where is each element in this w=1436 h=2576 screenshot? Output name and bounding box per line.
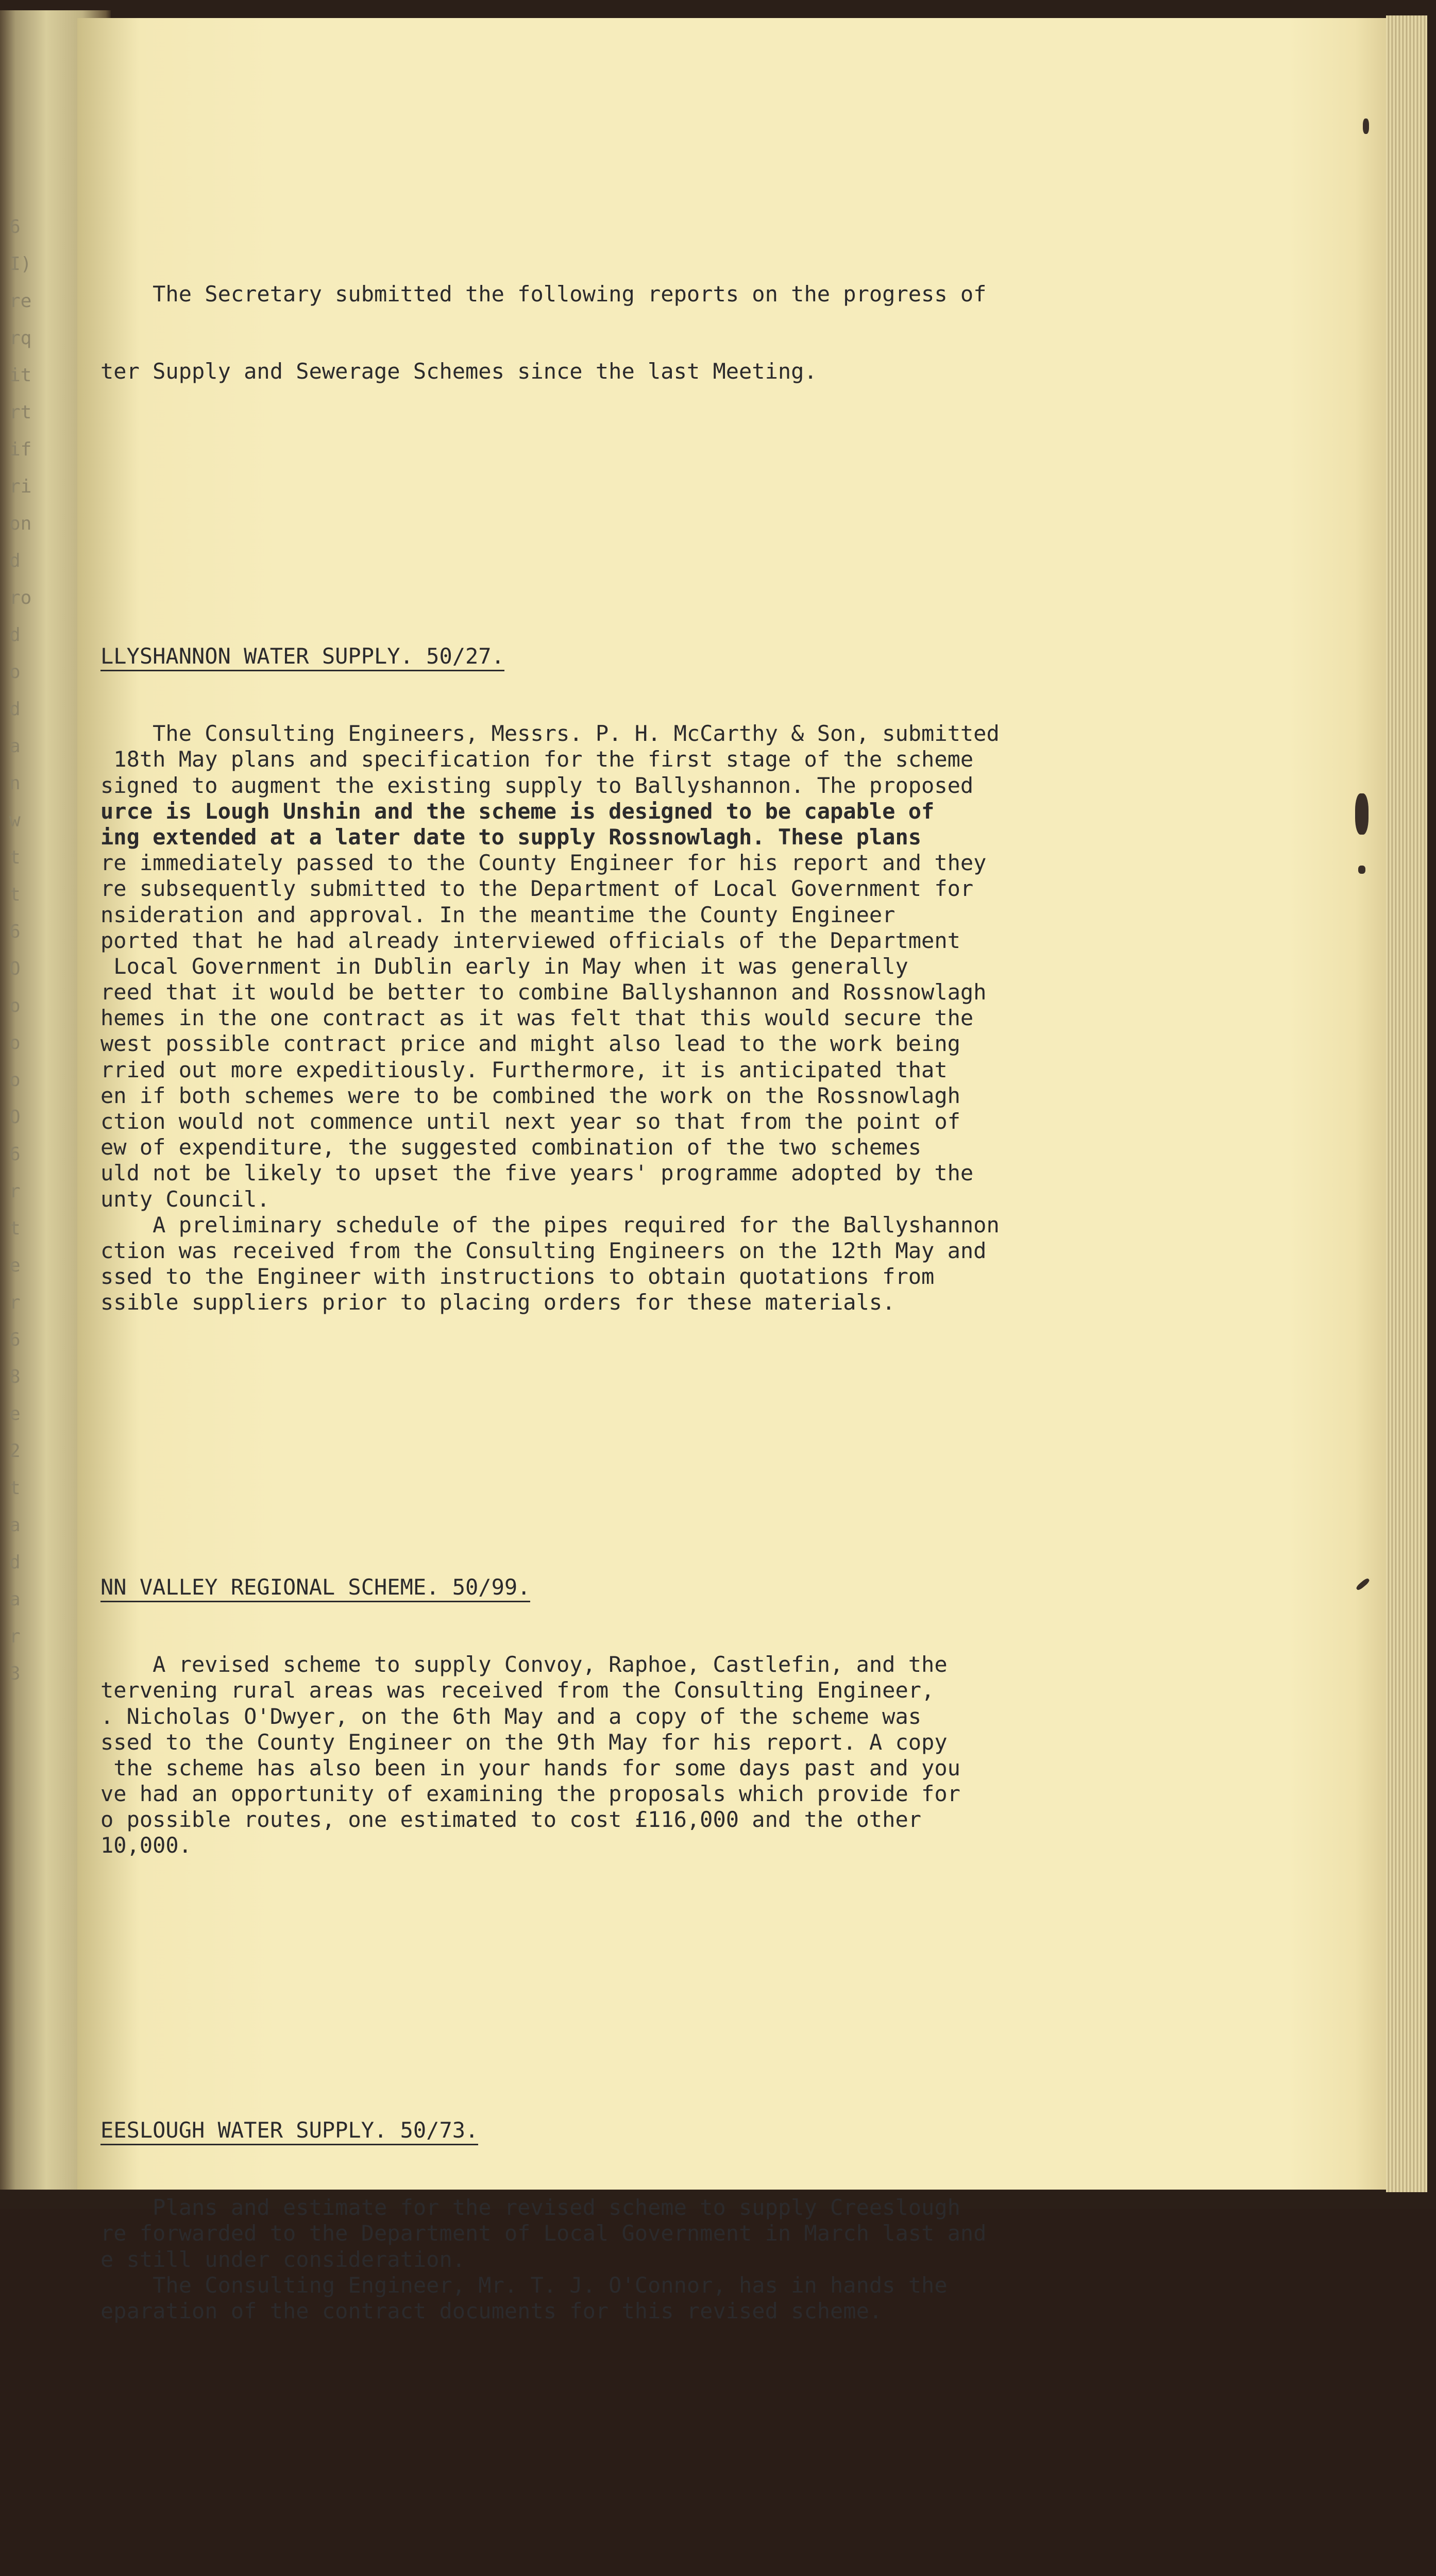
text-line: 10,000. bbox=[100, 1833, 192, 1858]
text-line: ter Supply and Sewerage Schemes since the last Meeting. bbox=[100, 359, 817, 384]
bleed-through-mark: d bbox=[9, 1552, 21, 1573]
bleed-through-mark: n bbox=[9, 773, 21, 794]
bleed-through-mark: t bbox=[9, 1478, 21, 1499]
bleed-through-mark: it bbox=[9, 365, 32, 386]
text-line: 18th May plans and specification for the first stage of the scheme bbox=[100, 747, 974, 772]
bleed-through-mark: t bbox=[9, 884, 21, 905]
text-line: The Secretary submitted the following reports on the progress of bbox=[100, 281, 987, 307]
text-line: . Nicholas O'Dwyer, on the 6th May and a copy of the scheme was bbox=[100, 1703, 922, 1729]
bleed-through-mark: e bbox=[9, 1403, 21, 1425]
bleed-through-mark: ro bbox=[9, 587, 32, 608]
text-line: Local Government in Dublin early in May when it was generally bbox=[100, 953, 908, 979]
ink-spot bbox=[1363, 118, 1369, 134]
bleed-through-mark: t bbox=[9, 847, 21, 868]
text-line: unty Council. bbox=[100, 1186, 270, 1212]
section-text bbox=[100, 1652, 1172, 1859]
text-line: en if both schemes were to be combined the work on the Rossnowlagh bbox=[100, 1082, 960, 1108]
bleed-through-mark: rt bbox=[9, 402, 32, 423]
bleed-through-mark: 3 bbox=[9, 1663, 21, 1684]
bleed-through-mark: if bbox=[9, 439, 32, 460]
bleed-through-mark: re bbox=[9, 291, 32, 312]
text-line: The Consulting Engineers, Messrs. P. H. McCarthy & Son, submitted bbox=[100, 721, 1000, 747]
section-finn-valley bbox=[100, 1522, 1172, 1910]
text-line: ssible suppliers prior to placing orders for these materials. bbox=[100, 1290, 896, 1315]
text-line: Plans and estimate for the revised scheme to supply Creeslough bbox=[100, 2195, 960, 2221]
bleed-through-mark: t bbox=[9, 1218, 21, 1239]
document-body bbox=[100, 178, 1172, 2576]
bleed-through-mark: rq bbox=[9, 328, 32, 349]
text-line: A revised scheme to supply Convoy, Raphoe, Castlefin, and the bbox=[100, 1652, 948, 1677]
bleed-through-mark: d bbox=[9, 550, 21, 571]
bleed-through-mark: 6 bbox=[9, 1329, 21, 1350]
text-line: ported that he had already interviewed officials of the Department bbox=[100, 927, 960, 953]
text-line: hemes in the one contract as it was felt that this would secure the bbox=[100, 1005, 974, 1031]
section-heading: NN VALLEY REGIONAL SCHEME. 50/99. bbox=[100, 1574, 530, 1602]
text-line: reed that it would be better to combine Ballyshannon and Rossnowlagh bbox=[100, 979, 987, 1005]
text-line: nsideration and approval. In the meantime the County Engineer bbox=[100, 902, 896, 927]
text-line: ew of expenditure, the suggested combination of the two schemes bbox=[100, 1134, 922, 1160]
bleed-through-mark: ri bbox=[9, 476, 32, 497]
bleed-through-mark: o bbox=[9, 1070, 21, 1091]
text-line: ction would not commence until next year so that from the point of bbox=[100, 1109, 960, 1134]
bleed-through-mark: a bbox=[9, 1515, 21, 1536]
text-line: tervening rural areas was received from the Consulting Engineer, bbox=[100, 1677, 935, 1703]
bleed-through-mark: O bbox=[9, 958, 21, 979]
bleed-through-mark: o bbox=[9, 995, 21, 1016]
text-line: rried out more expeditiously. Furthermore, it is anticipated that bbox=[100, 1057, 948, 1082]
bleed-through-mark: 8 bbox=[9, 1366, 21, 1387]
page-edges bbox=[1386, 15, 1427, 2192]
text-line: urce is Lough Unshin and the scheme is designed to be capable of bbox=[100, 798, 935, 824]
bleed-through-mark: d bbox=[9, 699, 21, 720]
section-creeslough bbox=[100, 2065, 1172, 2376]
text-line: A preliminary schedule of the pipes required for the Ballyshannon bbox=[100, 1212, 1000, 1238]
text-line: ing extended at a later date to supply Rossnowlagh. These plans bbox=[100, 824, 922, 850]
text-line: re immediately passed to the County Engineer for his report and they bbox=[100, 850, 987, 876]
text-line: re forwarded to the Department of Local Government in March last and bbox=[100, 2221, 987, 2246]
bleed-through-mark: O bbox=[9, 1107, 21, 1128]
text-line: ction was received from the Consulting Engineers on the 12th May and bbox=[100, 1238, 987, 1263]
bleed-through-mark: o bbox=[9, 662, 21, 683]
text-line: o possible routes, one estimated to cost £116,000 and the other bbox=[100, 1807, 922, 1833]
bleed-through-mark: r bbox=[9, 1181, 21, 1202]
bleed-through-mark: I) bbox=[9, 253, 32, 275]
section-heading: EESLOUGH WATER SUPPLY. 50/73. bbox=[100, 2117, 478, 2145]
bleed-through-mark: 6 bbox=[9, 1144, 21, 1165]
bleed-through-mark: 6 bbox=[9, 921, 21, 942]
bleed-through-mark: r bbox=[9, 1292, 21, 1313]
bleed-through-mark: on bbox=[9, 513, 32, 534]
text-line: ssed to the County Engineer on the 9th May for his report. A copy bbox=[100, 1729, 948, 1755]
section-text bbox=[100, 721, 1172, 1315]
intro-paragraph bbox=[100, 229, 1172, 436]
text-line: ve had an opportunity of examining the proposals which provide for bbox=[100, 1781, 960, 1807]
bleed-through-mark: 6 bbox=[9, 216, 21, 238]
section-text bbox=[100, 2195, 1172, 2324]
text-line: signed to augment the existing supply to Ballyshannon. The proposed bbox=[100, 772, 974, 798]
section-ballyshannon bbox=[100, 591, 1172, 1367]
section-greencastle bbox=[100, 2531, 1172, 2576]
ink-spot bbox=[1355, 793, 1369, 835]
text-line: uld not be likely to upset the five years' programme adopted by the bbox=[100, 1160, 974, 1186]
bleed-through-mark: d bbox=[9, 624, 21, 646]
bleed-through-mark: e bbox=[9, 1255, 21, 1276]
text-line: ssed to the Engineer with instructions to obtain quotations from bbox=[100, 1264, 935, 1290]
bleed-through-mark: o bbox=[9, 1032, 21, 1054]
text-line: e still under consideration. bbox=[100, 2246, 466, 2272]
bleed-through-mark: a bbox=[9, 736, 21, 757]
bleed-through-mark: 2 bbox=[9, 1440, 21, 1462]
text-line: re subsequently submitted to the Department of Local Government for bbox=[100, 876, 974, 902]
text-line: eparation of the contract documents for this revised scheme. bbox=[100, 2298, 883, 2324]
bleed-through-mark: r bbox=[9, 1626, 21, 1647]
bleed-through-mark: w bbox=[9, 810, 21, 831]
text-line: west possible contract price and might also lead to the work being bbox=[100, 1031, 960, 1057]
section-heading: LLYSHANNON WATER SUPPLY. 50/27. bbox=[100, 643, 504, 671]
bleed-through-mark: a bbox=[9, 1589, 21, 1610]
text-line: The Consulting Engineer, Mr. T. J. O'Connor, has in hands the bbox=[100, 2272, 948, 2298]
ink-spot bbox=[1358, 866, 1365, 874]
text-line: the scheme has also been in your hands for some days past and you bbox=[100, 1755, 960, 1781]
